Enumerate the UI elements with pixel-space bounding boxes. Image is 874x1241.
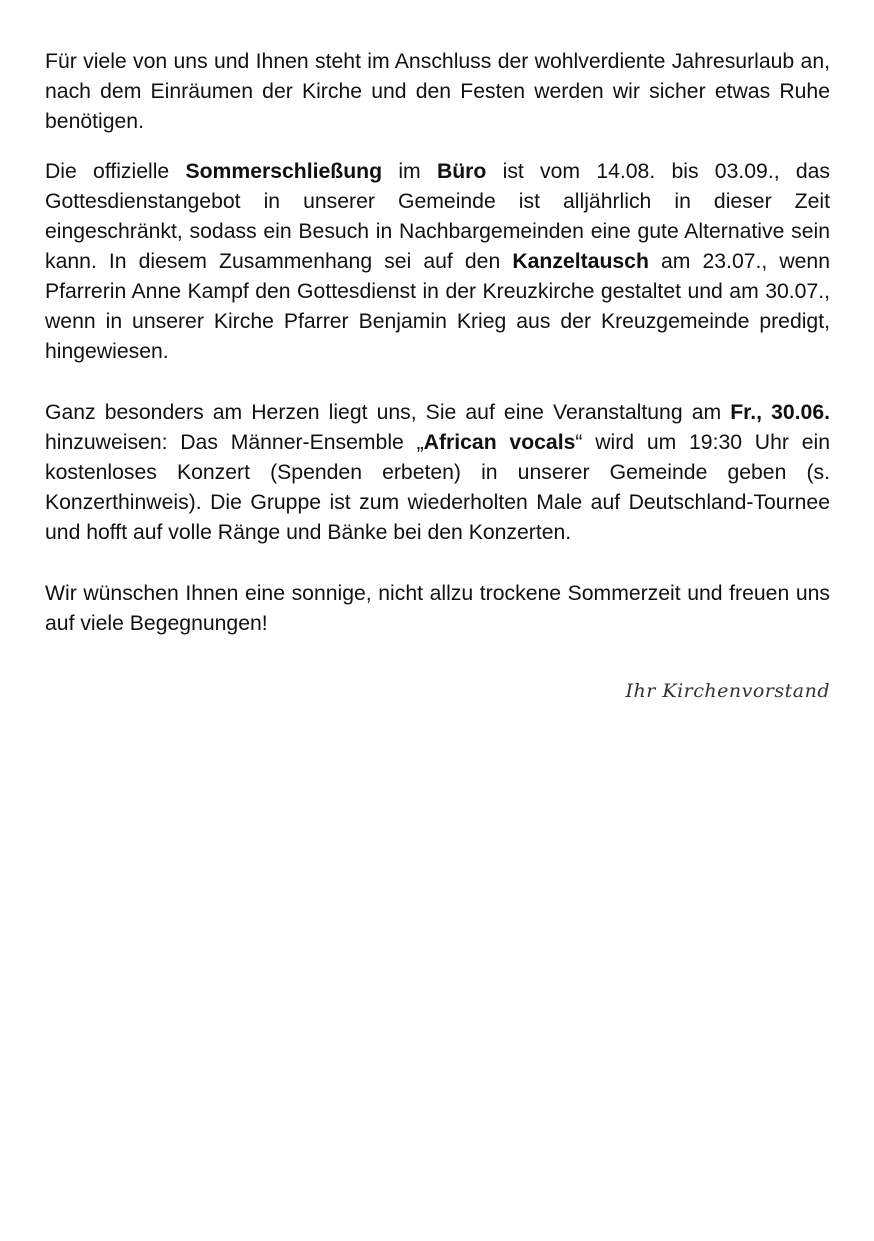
closure-text-1: Die offizielle bbox=[45, 160, 186, 183]
paragraph-summer-closure bbox=[45, 157, 830, 367]
document-page bbox=[45, 47, 831, 702]
signature: Ihr Kirchenvorstand bbox=[625, 680, 830, 702]
paragraph-vacation-intro: Für viele von uns und Ihnen steht im Anschluss der wohlverdiente Jahresurlaub an, nach dem Einräumen der Kirche und den Festen werden wir sicher etwas Ruhe benötigen. bbox=[45, 50, 830, 133]
concert-bold-date: Fr., 30.06. bbox=[730, 401, 830, 424]
closure-bold-buero: Büro bbox=[436, 160, 487, 183]
concert-bold-ensemble-name: African vocals bbox=[423, 431, 576, 454]
closure-text-4: am 23.07., wenn Pfarrerin Anne Kampf den Gottesdienst in der Kreuzkirche gestaltet und am 30.07., wenn in unserer Kirche Pfarrer Benjamin Krieg aus der Kreuzgemeinde predigt, hingewiesen. bbox=[45, 250, 831, 363]
concert-text-3: “ wird um 19:30 Uhr ein kostenloses Konzert (Spenden erbeten) in unserer Gemeinde geben (s. Konzerthinweis). Die Gruppe ist zum wiederholten Male auf Deutschland-Tournee und hofft auf volle Ränge und Bänke bei den Konzerten. bbox=[45, 431, 830, 544]
closure-bold-kanzeltausch: Kanzeltausch bbox=[512, 250, 649, 273]
closure-bold-sommerschliessung: Sommerschließung bbox=[185, 160, 383, 183]
paragraph-concert bbox=[45, 398, 830, 548]
closure-text-2: im bbox=[382, 160, 437, 183]
closure-text-3: ist vom 14.08. bis 03.09., das Gottesdienstangebot in unserer Gemeinde ist alljährlich in dieser Zeit eingeschränkt, sodass ein Besuch in Nachbargemeinden eine gute Alternative sein kann. In diesem Zusammenhang sei auf den bbox=[45, 160, 831, 273]
paragraph-closing-wishes: Wir wünschen Ihnen eine sonnige, nicht allzu trockene Sommerzeit und freuen uns auf viele Begegnungen! bbox=[45, 582, 830, 635]
concert-text-2: hinzuweisen: Das Männer-Ensemble „ bbox=[45, 431, 424, 454]
concert-text-1: Ganz besonders am Herzen liegt uns, Sie auf eine Veranstaltung am bbox=[45, 401, 731, 424]
